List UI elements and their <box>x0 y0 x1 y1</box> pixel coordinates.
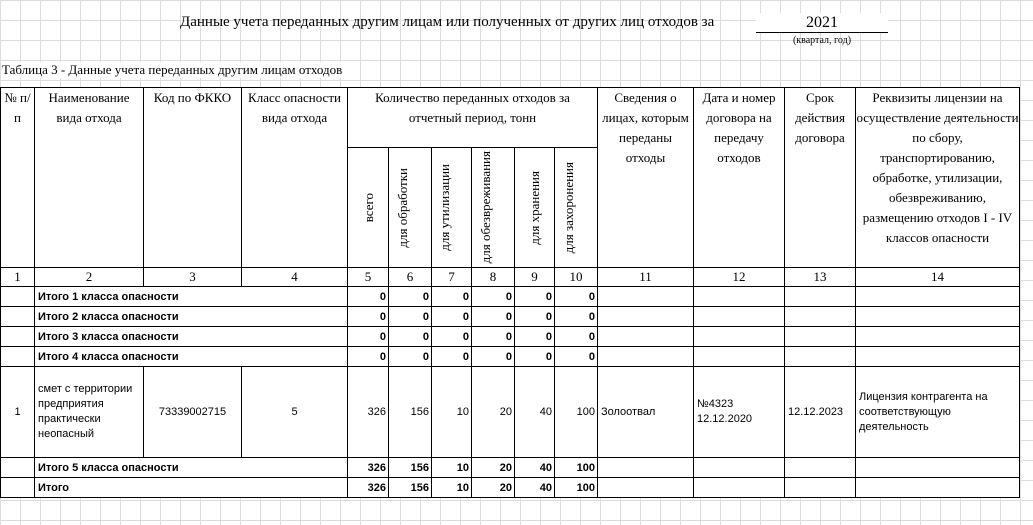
value-utilization: 0 <box>432 307 472 327</box>
value-total: 0 <box>348 327 389 347</box>
value-processing: 0 <box>389 287 432 307</box>
column-number: 6 <box>389 268 432 287</box>
value-storage: 40 <box>515 458 555 478</box>
header-contract-term: Срок действия договора <box>785 88 856 268</box>
value-total: 326 <box>348 478 389 498</box>
report-title: Данные учета переданных другим лицам или полученных от других лиц отходов за <box>180 14 715 30</box>
column-number: 1 <box>1 268 35 287</box>
fkko-code: 73339002715 <box>144 367 242 458</box>
value-processing: 156 <box>389 478 432 498</box>
header-contract: Дата и номер договора на передачу отходов <box>694 88 785 268</box>
column-number: 11 <box>598 268 694 287</box>
row-label: Итого 3 класса опасности <box>35 327 348 347</box>
report-period-note: (квартал, год) <box>792 35 852 46</box>
header-num: № п/п <box>1 88 35 268</box>
report-year: 2021 <box>756 13 888 33</box>
grand-total-row <box>1 478 1020 498</box>
class-2-total-row <box>1 307 1020 327</box>
value-total: 326 <box>348 458 389 478</box>
waste-name: смет с территории предприятия практически неопасный <box>35 367 144 458</box>
value-storage: 40 <box>515 478 555 498</box>
value-disposal: 0 <box>555 327 598 347</box>
value-processing: 156 <box>389 367 432 458</box>
class-1-total-row <box>1 287 1020 307</box>
value-processing: 0 <box>389 307 432 327</box>
class-3-total-row <box>1 327 1020 347</box>
value-neutralization: 20 <box>472 367 515 458</box>
value-neutralization: 20 <box>472 478 515 498</box>
column-number: 4 <box>242 268 348 287</box>
value-storage: 40 <box>515 367 555 458</box>
row-label: Итого 2 класса опасности <box>35 307 348 327</box>
header-waste-name: Наименование вида отхода <box>35 88 144 268</box>
column-number: 10 <box>555 268 598 287</box>
value-disposal: 100 <box>555 458 598 478</box>
value-processing: 0 <box>389 347 432 367</box>
column-number: 14 <box>856 268 1020 287</box>
value-disposal: 100 <box>555 367 598 458</box>
header-for-neutralization: для обезвреживания <box>472 148 515 268</box>
header-recipients: Сведения о лицах, которым переданы отходы <box>598 88 694 268</box>
column-number: 7 <box>432 268 472 287</box>
value-utilization: 10 <box>432 367 472 458</box>
table-caption: Таблица 3 - Данные учета переданных другим лицам отходов <box>2 62 343 77</box>
value-total: 0 <box>348 307 389 327</box>
column-number: 2 <box>35 268 144 287</box>
license-info: Лицензия контрагента на соответствующую деятельность <box>856 367 1020 458</box>
header-hazard-class: Класс опасности вида отхода <box>242 88 348 268</box>
row-label: Итого 5 класса опасности <box>35 458 348 478</box>
header-for-utilization: для утилизации <box>432 148 472 268</box>
header-total: всего <box>348 148 389 268</box>
contract-info <box>694 367 785 458</box>
value-utilization: 0 <box>432 347 472 367</box>
value-storage: 0 <box>515 287 555 307</box>
column-number: 13 <box>785 268 856 287</box>
value-total: 0 <box>348 287 389 307</box>
value-disposal: 0 <box>555 347 598 367</box>
column-number: 5 <box>348 268 389 287</box>
value-processing: 156 <box>389 458 432 478</box>
column-number: 9 <box>515 268 555 287</box>
value-storage: 0 <box>515 327 555 347</box>
contract-number: №4323 <box>697 398 734 410</box>
value-neutralization: 20 <box>472 458 515 478</box>
column-numbers-row <box>1 268 1020 287</box>
column-number: 8 <box>472 268 515 287</box>
row-label: Итого <box>35 478 348 498</box>
value-utilization: 0 <box>432 287 472 307</box>
row-label: Итого 1 класса опасности <box>35 287 348 307</box>
value-neutralization: 0 <box>472 347 515 367</box>
value-storage: 0 <box>515 307 555 327</box>
value-total: 326 <box>348 367 389 458</box>
class-4-total-row <box>1 347 1020 367</box>
header-for-disposal: для захоронения <box>555 148 598 268</box>
value-disposal: 0 <box>555 307 598 327</box>
row-number: 1 <box>1 367 35 458</box>
header-quantity: Количество переданных отходов за отчетный период, тонн <box>348 88 598 148</box>
contract-date: 12.12.2020 <box>697 413 753 425</box>
value-utilization: 10 <box>432 478 472 498</box>
value-neutralization: 0 <box>472 327 515 347</box>
value-neutralization: 0 <box>472 307 515 327</box>
row-label: Итого 4 класса опасности <box>35 347 348 367</box>
header-for-storage: для хранения <box>515 148 555 268</box>
value-disposal: 0 <box>555 287 598 307</box>
value-disposal: 100 <box>555 478 598 498</box>
column-number: 12 <box>694 268 785 287</box>
waste-transfer-table <box>0 87 1020 498</box>
header-fkko-code: Код по ФККО <box>144 88 242 268</box>
value-utilization: 0 <box>432 327 472 347</box>
header-for-processing: для обработки <box>389 148 432 268</box>
value-storage: 0 <box>515 347 555 367</box>
value-utilization: 10 <box>432 458 472 478</box>
recipient: Золоотвал <box>598 367 694 458</box>
column-number: 3 <box>144 268 242 287</box>
class-5-total-row <box>1 458 1020 478</box>
value-neutralization: 0 <box>472 287 515 307</box>
waste-row <box>1 367 1020 458</box>
value-total: 0 <box>348 347 389 367</box>
hazard-class: 5 <box>242 367 348 458</box>
value-processing: 0 <box>389 327 432 347</box>
header-license: Реквизиты лицензии на осуществление деятельности по сбору, транспортированию, обработке, утилизации, обезвреживанию, размещению отходов I - IV классов опасности <box>856 88 1020 268</box>
contract-term: 12.12.2023 <box>785 367 856 458</box>
